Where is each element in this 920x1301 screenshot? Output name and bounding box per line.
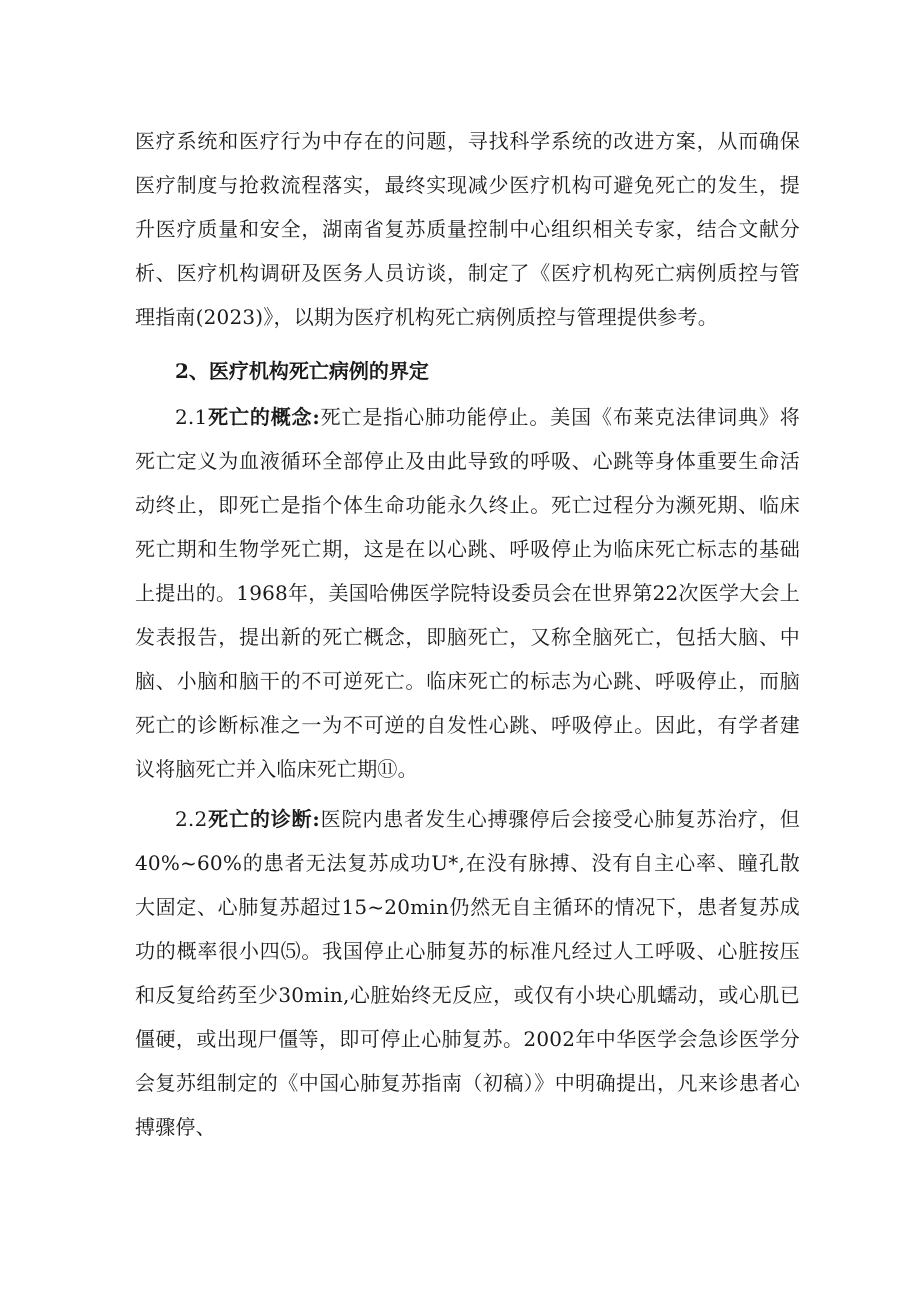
subsection-body: 医院内患者发生心搏骤停后会接受心肺复苏治疗，但40%~60%的患者无法复苏成功U*,在没有脉搏、没有自主心率、瞳孔散大固定、心肺复苏超过15~20min仍然无自主循环的情况下，患者复苏成功的概率很小四⑸。我国停止心肺复苏的标准凡经过人工呼吸、心脏按压和反复给药至少30min,心脏始终无反应，或仅有小块心肌蠕动，或心肌已僵硬，或出现尸僵等，即可停止心肺复苏。2002年中华医学会急诊医学分会复苏组制定的《中国心肺复苏指南（初稿）》中明确提出，凡来诊患者心搏骤停、: [135, 807, 800, 1139]
section-2-1-paragraph: [135, 395, 800, 791]
section-heading: 2、医疗机构死亡病例的界定: [175, 359, 429, 383]
subsection-title: 死亡的概念:: [207, 405, 321, 429]
section-number: 2.1: [175, 405, 208, 429]
document-body: [135, 119, 800, 1149]
intro-paragraph: 医疗系统和医疗行为中存在的问题，寻找科学系统的改进方案，从而确保医疗制度与抢救流程落实，最终实现减少医疗机构可避免死亡的发生，提升医疗质量和安全，湖南省复苏质量控制中心组织相关专家，结合文献分析、医疗机构调研及医务人员访谈，制定了《医疗机构死亡病例质控与管理指南(2023)》，以期为医疗机构死亡病例质控与管理提供参考。: [135, 129, 800, 329]
subsection-body: 死亡是指心肺功能停止。美国《布莱克法律词典》将死亡定义为血液循环全部停止及由此导致的呼吸、心跳等身体重要生命活动终止，即死亡是指个体生命功能永久终止。死亡过程分为濒死期、临床死亡期和生物学死亡期，这是在以心跳、呼吸停止为临床死亡标志的基础上提出的。1968年，美国哈佛医学院特设委员会在世界第22次医学大会上发表报告，提出新的死亡概念，即脑死亡，又称全脑死亡，包括大脑、中脑、小脑和脑干的不可逆死亡。临床死亡的标志为心跳、呼吸停止，而脑死亡的诊断标准之一为不可逆的自发性心跳、呼吸停止。因此，有学者建议将脑死亡并入临床死亡期⑪。: [135, 405, 800, 781]
section-2-2-paragraph: [135, 797, 800, 1149]
section-number: 2.2: [175, 807, 208, 831]
subsection-title: 死亡的诊断:: [207, 807, 321, 831]
